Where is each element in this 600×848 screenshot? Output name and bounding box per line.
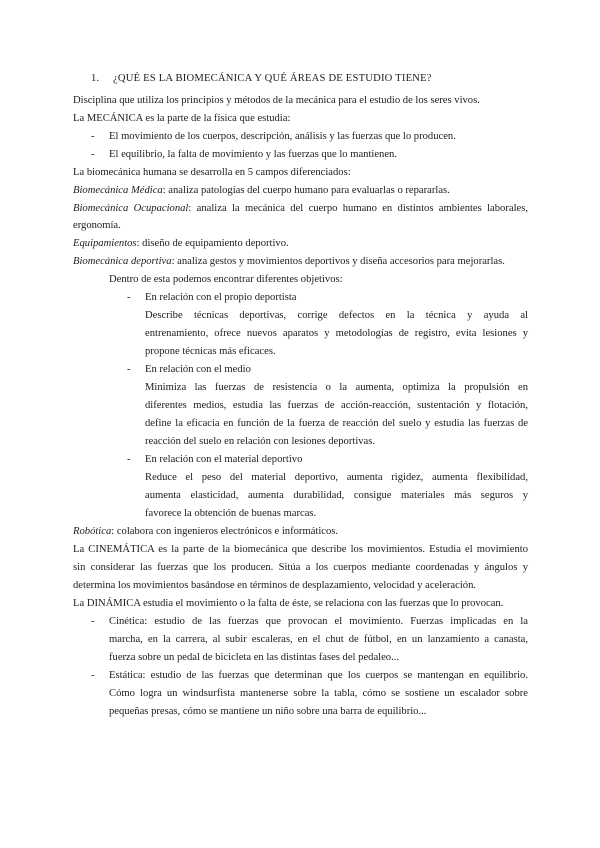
campo-ocupacional-cont: ergonomía. xyxy=(73,220,121,231)
objetivos-intro: Dentro de esta podemos encontrar diferentes objetivos: xyxy=(109,274,343,285)
bullet-dash: - xyxy=(127,292,131,303)
dinamica-line: pequeñas presas, cómo se mantiene un niño sobre una barra de equilibrio... xyxy=(109,706,427,717)
cinematica-line: sin considerar las fuerzas que los producen. Sitúa a los cuerpos mediante coordenadas y ángulos y xyxy=(73,562,528,573)
objetivo-line: define la eficacia en función de la fuerza de reacción del suelo y estudia las fuerzas de xyxy=(145,418,528,429)
objetivo-title: En relación con el material deportivo xyxy=(145,454,303,465)
objetivo-line: propone técnicas más eficaces. xyxy=(145,346,276,357)
campo-text: : analiza la mecánica del cuerpo humano en distintos ambientes laborales, xyxy=(188,203,528,214)
objetivo-line: entrenamiento, ofrece nuevos aparatos y metodologías de registro, evita lesiones y xyxy=(145,328,528,339)
campo-robotica xyxy=(73,523,338,541)
campo-ocupacional xyxy=(73,200,528,218)
bullet-dash: - xyxy=(127,364,131,375)
cinematica-line: La CINEMÁTICA es la parte de la biomecánica que describe los movimientos. Estudia el movimiento xyxy=(73,544,528,555)
campo-term: Biomecánica deportiva xyxy=(73,256,172,267)
dinamica-line: Cómo logra un windsurfista mantenerse sobre la tabla, cómo se sostiene un escalador sobre xyxy=(109,688,528,699)
campo-term: Biomecánica Ocupacional xyxy=(73,203,189,214)
mecanica-intro: La MECÁNICA es la parte de la física que estudia: xyxy=(73,113,291,124)
mecanica-item: El equilibrio, la falta de movimiento y las fuerzas que lo mantienen. xyxy=(109,149,398,160)
bullet-dash: - xyxy=(91,149,95,160)
campos-intro: La biomecánica humana se desarrolla en 5 campos diferenciados: xyxy=(73,167,351,178)
objetivo-title: En relación con el medio xyxy=(145,364,251,375)
objetivo-line: Describe técnicas deportivas, corrige defectos en la técnica y ayuda al xyxy=(145,310,528,321)
campo-text: : diseño de equipamiento deportivo. xyxy=(136,238,289,249)
dinamica-intro: La DINÁMICA estudia el movimiento o la falta de éste, se relaciona con las fuerzas que lo provocan. xyxy=(73,598,504,609)
campo-text: : analiza patologías del cuerpo humano para evaluarlas o repararlas. xyxy=(162,185,450,196)
dinamica-line: fuerza sobre un pedal de bicicleta en las distintas fases del pedaleo... xyxy=(109,652,400,663)
bullet-dash: - xyxy=(91,131,95,142)
campo-equipamientos xyxy=(73,235,289,253)
objetivo-title: En relación con el propio deportista xyxy=(145,292,297,303)
objetivo-line: Reduce el peso del material deportivo, aumenta rigidez, aumenta flexibilidad, xyxy=(145,472,528,483)
bullet-dash: - xyxy=(127,454,131,465)
objetivo-line: diferentes medios, estudia las fuerzas de acción-reacción, sustentación y flotación, xyxy=(145,400,528,411)
campo-text: : analiza gestos y movimientos deportivos y diseña accesorios para mejorarlas. xyxy=(171,256,505,267)
objetivo-line: aumenta elasticidad, aumenta durabilidad, consigue materiales más seguros y xyxy=(145,490,528,501)
objetivo-line: favorece la obtención de buenas marcas. xyxy=(145,508,317,519)
dinamica-line: Estática: estudio de las fuerzas que determinan que los cuerpos se mantengan en equilibrio. xyxy=(109,670,528,681)
campo-term: Equipamientos xyxy=(73,238,137,249)
mecanica-item: El movimiento de los cuerpos, descripción, análisis y las fuerzas que lo producen. xyxy=(109,131,456,142)
intro-paragraph: Disciplina que utiliza los principios y métodos de la mecánica para el estudio de los seres vivos. xyxy=(73,95,480,106)
heading-title: ¿QUÉ ES LA BIOMECÁNICA Y QUÉ ÁREAS DE ESTUDIO TIENE? xyxy=(113,73,432,84)
heading-number: 1. xyxy=(91,73,100,84)
cinematica-line: determina los movimientos basándose en términos de desplazamiento, velocidad y aceleración. xyxy=(73,580,477,591)
campo-term: Robótica xyxy=(73,526,112,537)
dinamica-line: marcha, en la carrera, al subir escaleras, en el chut de fútbol, en un lanzamiento a canasta, xyxy=(109,634,528,645)
dinamica-line: Cinética: estudio de las fuerzas que provocan el movimiento. Fuerzas implicadas en la xyxy=(109,616,528,627)
campo-term: Biomecánica Médica xyxy=(73,185,163,196)
campo-deportiva xyxy=(73,253,505,271)
bullet-dash: - xyxy=(91,670,95,681)
objetivo-line: reacción del suelo en relación con lesiones deportivas. xyxy=(145,436,376,447)
section-heading xyxy=(91,70,432,88)
campo-text: : colabora con ingenieros electrónicos e informáticos. xyxy=(111,526,339,537)
bullet-dash: - xyxy=(91,616,95,627)
objetivo-line: Minimiza las fuerzas de resistencia o la aumenta, optimiza la propulsión en xyxy=(145,382,528,393)
campo-medica xyxy=(73,182,450,200)
